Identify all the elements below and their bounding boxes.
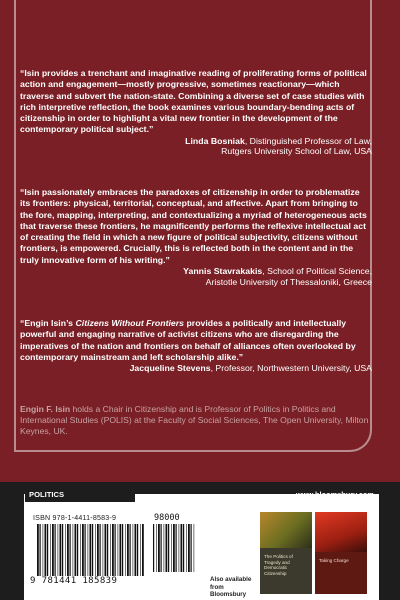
barcode-bar [97,524,99,582]
publisher-website[interactable]: www.bloomsbury.com [295,490,374,499]
barcode-bar [60,524,62,582]
isbn-label: ISBN 978-1-4411-8583-9 [33,514,117,522]
barcode-bar [47,524,48,582]
endorsement-2-text: “Isin passionately embraces the paradoxes of citizenship in order to problematize its frontiers: physical, territorial, conceptual, and affective. Apart from bringing to the fore, mapping, interpreting, and contextualizing a myriad of heterogeneous acts that traverse these frontiers, he magnificently performs the reflexive intellectual act of creating the field in which a new figure of political subjectivity, citizens without frontiers, is empowered. Crucially, this is reflected both in the content and in the truly innovative form of his writing.” [20,187,367,265]
barcode-bar [55,524,56,582]
author-bio-text: holds a Chair in Citizenship and is Professor of Politics in Politics and International Studies (POLIS) at the Faculty of Social Sciences, The Open University, Milton Keynes, UK. [20,404,369,437]
book-title-italic: Citizens Without Frontiers [75,318,185,328]
endorser-role-2a: , School of Political Science, [262,266,372,277]
barcode-bar [179,524,180,572]
endorsement-2 [20,187,372,287]
barcode-bar [166,524,168,572]
barcode-bar [153,524,154,572]
endorser-role-1a: , Distinguished Professor of Law, [244,135,372,146]
barcode-bar [125,524,126,582]
barcode-bar [186,524,187,572]
barcode-bar [95,524,96,582]
barcode-bar [88,524,89,582]
barcode-bar [183,524,184,572]
author-name: Engin F. Isin [20,404,71,414]
barcode-bar [73,524,74,582]
endorsement-2-attribution [20,266,372,287]
endorser-role-1b: Rutgers University School of Law, USA [221,146,372,157]
endorser-role-2b: Aristotle University of Thessaloniki, Greece [205,276,372,287]
barcode-bar [171,524,172,572]
barcode-bar [77,524,78,582]
barcode-bar [92,524,93,582]
barcode-bar [50,524,51,582]
related-book-title-2: Taking Charge [319,558,349,563]
also-available-label: Also available from Bloomsbury [210,576,252,599]
barcode-bar [80,524,81,582]
barcode-bar [118,524,119,582]
barcode-bar [130,524,131,582]
price-barcode [152,524,196,572]
barcode-bar [191,524,192,572]
barcode-bar [75,524,77,582]
barcode-bar [173,524,175,572]
endorsement-3-text [20,318,372,363]
barcode-bar [110,524,111,582]
endorsement-3-text-b: provides a politically and intellectually powerful and engaging narrative of activist citizens who are disregarding the imperatives of the nation and frontiers on behalf of alliances often overlooked by contemporary mainstream and left scholarship alike.” [20,318,356,362]
barcode-bar [37,524,39,582]
endorsement-3-text-a: “Engin Isin’s [20,318,76,328]
barcode-bar [90,524,92,582]
barcode-bar [161,524,162,572]
barcode-bar [156,524,157,572]
barcode-bar [62,524,63,582]
barcode-bar [45,524,47,582]
barcode-bar [67,524,69,582]
endorser-role-3: , Professor, Northwestern University, USA [210,363,372,374]
barcode-bar [122,524,123,582]
book-cover-art-2 [315,512,367,552]
endorsement-1-text: “Isin provides a trenchant and imaginative reading of proliferating forms of political action and engagement—mostly progressive, sometimes reactionary—which traverse and subvert the nation-state. Combining a diverse set of case studies with rich interpretive reflection, the book examines various boundary-bending acts of citizenship in order to highlight a vital new frontier in the development of the contemporary political subject.” [20,68,367,135]
barcode-bar [135,524,137,582]
barcode-bar [168,524,169,572]
barcode-bar [115,524,116,582]
endorser-name-3: Jacqueline Stevens [129,363,211,374]
author-bio [20,404,372,438]
endorsement-3-attribution [20,363,372,374]
barcode-bar [65,524,66,582]
related-book-title-1: The Politics of Tragedy and Democratic Citizenship [264,554,293,576]
barcode-bar [112,524,114,582]
barcode-bar [140,524,141,582]
barcode-bar [85,524,86,582]
barcode-bar [176,524,177,572]
barcode-bar [58,524,59,582]
barcode-bar [164,524,165,572]
barcode-bar [103,524,104,582]
endorser-name-1: Linda Bosniak [185,135,245,146]
barcode-bar [107,524,108,582]
barcode-bar [181,524,183,572]
related-book-cover-1[interactable] [260,512,312,594]
price-code: 98000 [154,513,180,523]
barcode-bar [52,524,54,582]
endorser-name-2: Yannis Stavrakakis [183,266,263,277]
category-label: POLITICS [25,488,135,502]
barcode-bar [158,524,160,572]
barcode-digits: 9 781441 185839 [30,576,152,586]
barcode-bar [70,524,71,582]
endorsement-3 [20,318,372,374]
related-book-cover-2[interactable] [315,512,367,594]
barcode-bar [120,524,122,582]
barcode-bar [40,524,41,582]
barcode-bar [100,524,101,582]
barcode-bar [194,524,195,572]
book-cover-art-1 [260,512,312,548]
barcode-bar [188,524,190,572]
barcode-bar [137,524,138,582]
endorsement-1-attribution [20,136,372,157]
barcode-bar [133,524,134,582]
barcode-bar [105,524,107,582]
endorsement-1 [20,68,372,157]
isbn-barcode [36,524,146,582]
barcode-bar [142,524,144,582]
barcode-bar [43,524,44,582]
barcode-bar [82,524,84,582]
barcode-bar [127,524,129,582]
